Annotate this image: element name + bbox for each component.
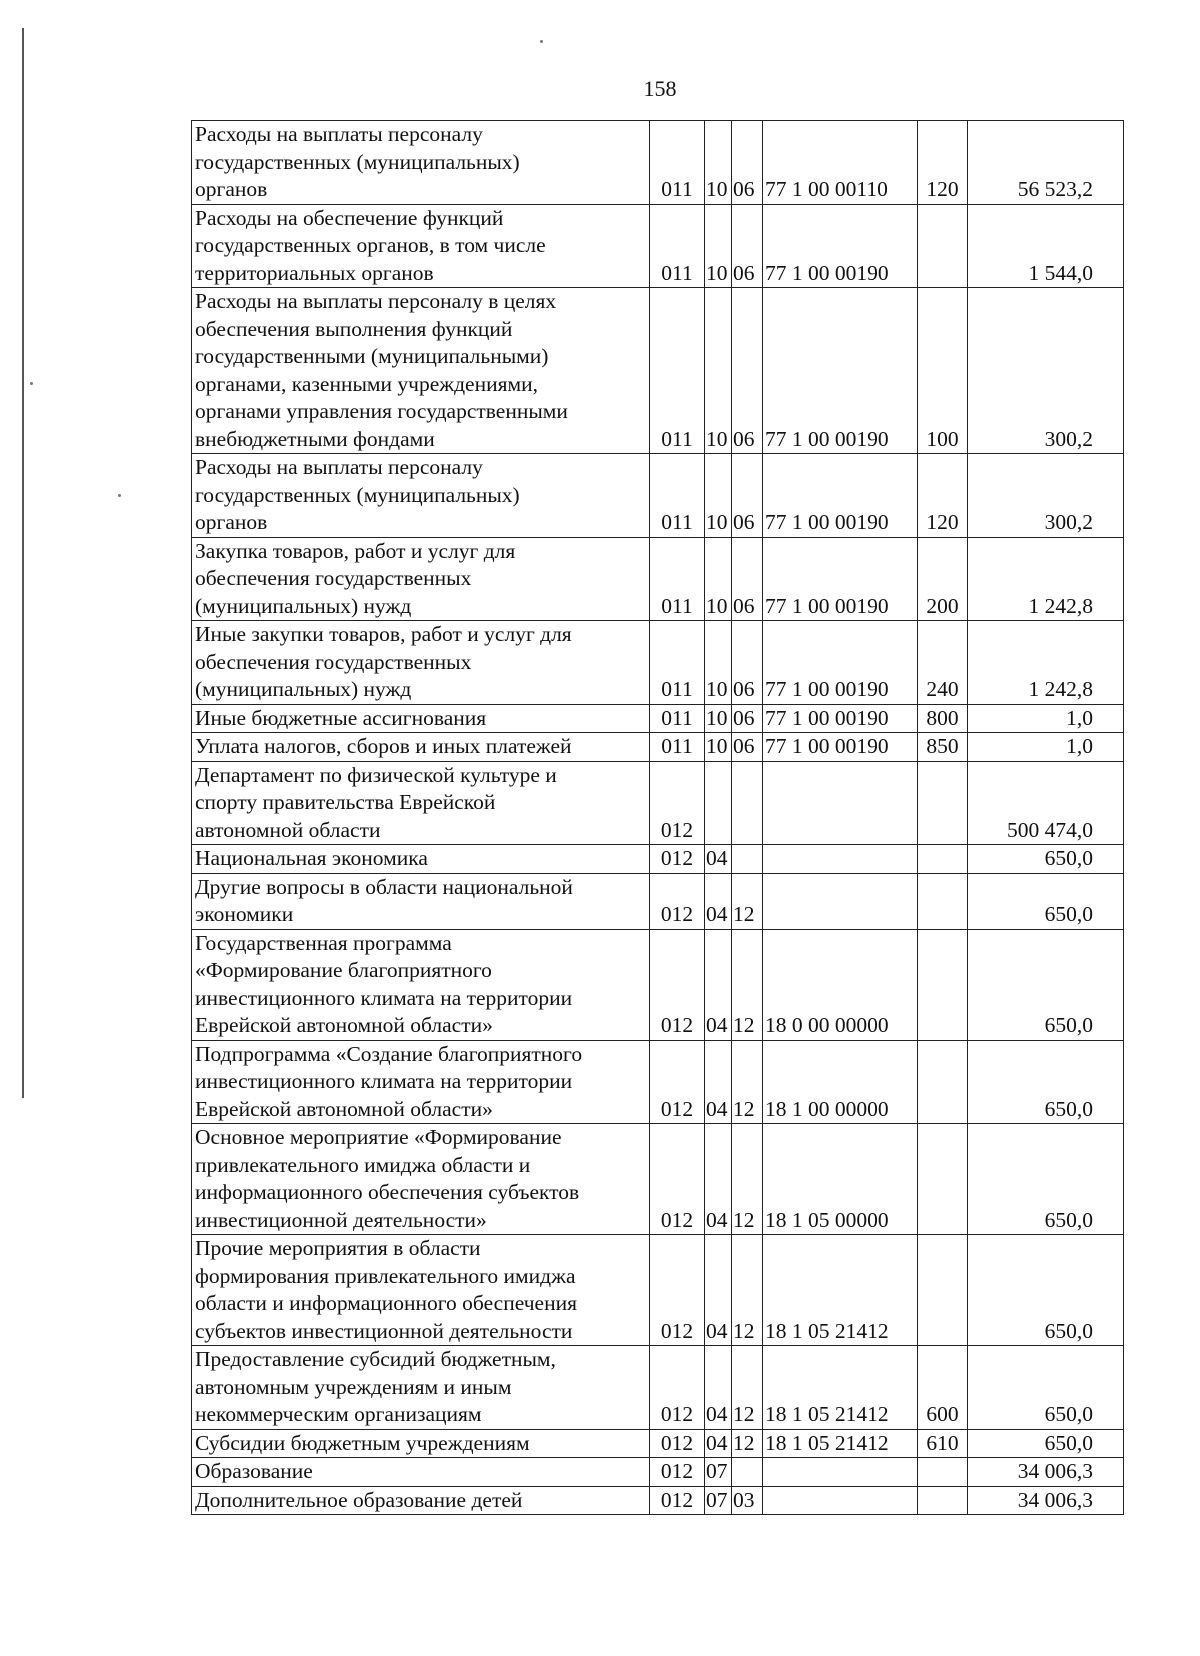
- amount-cell: 650,0: [968, 845, 1124, 874]
- subsection-code-cell: 03: [732, 1486, 763, 1515]
- target-article-cell: 18 1 05 21412: [763, 1429, 918, 1458]
- expense-name-cell: [192, 621, 650, 705]
- expense-name-line: Национальная экономика: [195, 846, 428, 870]
- expense-name-line: привлекательного имиджа области и: [195, 1152, 531, 1177]
- section-code-cell: [705, 761, 732, 845]
- target-article-cell: 77 1 00 00190: [763, 621, 918, 705]
- amount-cell: 34 006,3: [968, 1486, 1124, 1515]
- target-article-cell: 18 1 00 00000: [763, 1040, 918, 1124]
- scan-speck: [30, 382, 33, 385]
- amount-cell: 650,0: [968, 1429, 1124, 1458]
- ministry-code-cell: 011: [650, 288, 705, 454]
- expense-type-cell: 240: [918, 621, 968, 705]
- expense-type-cell: [918, 204, 968, 288]
- expense-name-line: Другие вопросы в области национальной: [195, 874, 573, 899]
- expense-name-line: Иные бюджетные ассигнования: [195, 705, 487, 730]
- expense-type-cell: 600: [918, 1346, 968, 1430]
- expense-name-cell: [192, 537, 650, 621]
- table-row: [192, 929, 1124, 1040]
- expense-name-line: обеспечения выполнения функций: [195, 316, 513, 341]
- table-row: [192, 288, 1124, 454]
- target-article-cell: 77 1 00 00190: [763, 454, 918, 538]
- ministry-code-cell: 012: [650, 1429, 705, 1458]
- section-code-cell: 04: [705, 845, 732, 874]
- expense-name-line: автономной области: [195, 817, 381, 842]
- target-article-cell: 18 1 05 00000: [763, 1124, 918, 1235]
- section-code-cell: 07: [705, 1458, 732, 1487]
- expense-type-cell: 120: [918, 454, 968, 538]
- expense-name-line: Уплата налогов, сборов и иных платежей: [195, 734, 572, 758]
- expense-type-cell: [918, 1040, 968, 1124]
- expense-type-cell: 200: [918, 537, 968, 621]
- expense-type-cell: 800: [918, 704, 968, 733]
- expense-name-line: инвестиционной деятельности»: [195, 1207, 487, 1232]
- amount-cell: 650,0: [968, 873, 1124, 929]
- subsection-code-cell: 06: [732, 204, 763, 288]
- section-code-cell: 04: [705, 873, 732, 929]
- subsection-code-cell: 12: [732, 873, 763, 929]
- target-article-cell: [763, 1486, 918, 1515]
- target-article-cell: 18 1 05 21412: [763, 1346, 918, 1430]
- expense-name-line: Иные закупки товаров, работ и услуг для: [195, 622, 572, 646]
- section-code-cell: 04: [705, 1040, 732, 1124]
- expense-name-cell: [192, 1235, 650, 1346]
- target-article-cell: [763, 845, 918, 874]
- amount-cell: 650,0: [968, 1235, 1124, 1346]
- subsection-code-cell: [732, 761, 763, 845]
- expense-name-line: Прочие мероприятия в области: [195, 1236, 481, 1260]
- budget-table-body: [192, 121, 1124, 1515]
- expense-type-cell: 100: [918, 288, 968, 454]
- expense-name-line: Подпрограмма «Создание благоприятного: [195, 1041, 583, 1066]
- section-code-cell: 07: [705, 1486, 732, 1515]
- ministry-code-cell: 012: [650, 1040, 705, 1124]
- ministry-code-cell: 011: [650, 454, 705, 538]
- ministry-code-cell: 012: [650, 1124, 705, 1235]
- expense-name-line: Расходы на обеспечение функций: [195, 205, 504, 230]
- ministry-code-cell: 012: [650, 1486, 705, 1515]
- ministry-code-cell: 011: [650, 537, 705, 621]
- ministry-code-cell: 012: [650, 1458, 705, 1487]
- scan-edge-line: [22, 28, 24, 1098]
- section-code-cell: 10: [705, 288, 732, 454]
- amount-cell: 650,0: [968, 929, 1124, 1040]
- expense-name-line: обеспечения государственных: [195, 566, 472, 590]
- subsection-code-cell: 12: [732, 1040, 763, 1124]
- subsection-code-cell: 12: [732, 1429, 763, 1458]
- section-code-cell: 10: [705, 621, 732, 705]
- table-row: [192, 704, 1124, 733]
- expense-name-line: экономики: [195, 902, 294, 926]
- table-row: [192, 845, 1124, 874]
- section-code-cell: 10: [705, 121, 732, 205]
- amount-cell: 650,0: [968, 1124, 1124, 1235]
- subsection-code-cell: [732, 845, 763, 874]
- expense-name-cell: [192, 704, 650, 733]
- expense-name-line: инвестиционного климата на территории: [195, 1069, 573, 1093]
- section-code-cell: 04: [705, 1429, 732, 1458]
- target-article-cell: 77 1 00 00190: [763, 733, 918, 762]
- table-row: [192, 1458, 1124, 1487]
- expense-name-cell: [192, 873, 650, 929]
- scan-speck: [540, 40, 543, 43]
- target-article-cell: 77 1 00 00190: [763, 537, 918, 621]
- subsection-code-cell: 06: [732, 621, 763, 705]
- expense-type-cell: [918, 761, 968, 845]
- subsection-code-cell: 06: [732, 121, 763, 205]
- section-code-cell: 10: [705, 204, 732, 288]
- expense-name-line: органов: [195, 510, 268, 534]
- ministry-code-cell: 012: [650, 873, 705, 929]
- target-article-cell: 18 1 05 21412: [763, 1235, 918, 1346]
- target-article-cell: [763, 873, 918, 929]
- section-code-cell: 10: [705, 704, 732, 733]
- expense-name-line: государственных (муниципальных): [195, 149, 520, 174]
- expense-type-cell: [918, 1486, 968, 1515]
- expense-name-line: Закупка товаров, работ и услуг для: [195, 538, 516, 563]
- budget-table: [191, 120, 1124, 1515]
- subsection-code-cell: 06: [732, 537, 763, 621]
- amount-cell: 1 544,0: [968, 204, 1124, 288]
- expense-name-line: Расходы на выплаты персоналу: [195, 455, 483, 479]
- amount-cell: 650,0: [968, 1346, 1124, 1430]
- subsection-code-cell: 12: [732, 1346, 763, 1430]
- ministry-code-cell: 012: [650, 929, 705, 1040]
- subsection-code-cell: 12: [732, 1124, 763, 1235]
- ministry-code-cell: 012: [650, 761, 705, 845]
- target-article-cell: 77 1 00 00110: [763, 121, 918, 205]
- expense-name-line: органами управления государственными: [195, 399, 568, 423]
- table-row: [192, 454, 1124, 538]
- expense-name-line: Расходы на выплаты персоналу в целях: [195, 289, 557, 313]
- expense-name-line: (муниципальных) нужд: [195, 677, 412, 701]
- table-row: [192, 1235, 1124, 1346]
- expense-name-line: (муниципальных) нужд: [195, 593, 412, 618]
- table-row: [192, 761, 1124, 845]
- page-number: 158: [643, 76, 677, 101]
- expense-name-cell: [192, 121, 650, 205]
- table-row: [192, 121, 1124, 205]
- expense-name-line: Образование: [195, 1459, 313, 1483]
- section-code-cell: 04: [705, 1346, 732, 1430]
- expense-name-cell: [192, 204, 650, 288]
- table-row: [192, 1040, 1124, 1124]
- expense-name-line: некоммерческим организациям: [195, 1402, 482, 1426]
- table-row: [192, 1486, 1124, 1515]
- table-row: [192, 1124, 1124, 1235]
- target-article-cell: 77 1 00 00190: [763, 288, 918, 454]
- subsection-code-cell: [732, 1458, 763, 1487]
- expense-name-line: государственных органов, в том числе: [195, 233, 546, 257]
- subsection-code-cell: 06: [732, 704, 763, 733]
- expense-name-cell: [192, 454, 650, 538]
- section-code-cell: 04: [705, 1235, 732, 1346]
- expense-name-line: «Формирование благоприятного: [195, 958, 492, 982]
- expense-name-line: Предоставление субсидий бюджетным,: [195, 1347, 556, 1371]
- subsection-code-cell: 06: [732, 454, 763, 538]
- subsection-code-cell: 06: [732, 733, 763, 762]
- expense-name-line: Еврейской автономной области»: [195, 1096, 493, 1121]
- ministry-code-cell: 011: [650, 704, 705, 733]
- expense-type-cell: [918, 1458, 968, 1487]
- expense-name-line: области и информационного обеспечения: [195, 1291, 577, 1315]
- section-code-cell: 10: [705, 537, 732, 621]
- amount-cell: 1,0: [968, 704, 1124, 733]
- amount-cell: 300,2: [968, 288, 1124, 454]
- amount-cell: 1 242,8: [968, 621, 1124, 705]
- expense-name-line: автономным учреждениям и иным: [195, 1374, 512, 1399]
- expense-name-line: территориальных органов: [195, 260, 434, 285]
- expense-name-cell: [192, 1346, 650, 1430]
- expense-name-line: инвестиционного климата на территории: [195, 985, 573, 1010]
- ministry-code-cell: 011: [650, 204, 705, 288]
- amount-cell: 1 242,8: [968, 537, 1124, 621]
- expense-name-line: субъектов инвестиционной деятельности: [195, 1318, 573, 1343]
- expense-type-cell: [918, 929, 968, 1040]
- table-row: [192, 873, 1124, 929]
- target-article-cell: [763, 1458, 918, 1487]
- subsection-code-cell: 12: [732, 929, 763, 1040]
- expense-name-line: Основное мероприятие «Формирование: [195, 1125, 562, 1149]
- section-code-cell: 10: [705, 733, 732, 762]
- expense-name-line: внебюджетными фондами: [195, 426, 435, 451]
- amount-cell: 34 006,3: [968, 1458, 1124, 1487]
- expense-name-cell: [192, 1040, 650, 1124]
- amount-cell: 500 474,0: [968, 761, 1124, 845]
- expense-name-line: государственными (муниципальными): [195, 344, 549, 368]
- table-row: [192, 1429, 1124, 1458]
- subsection-code-cell: 12: [732, 1235, 763, 1346]
- expense-type-cell: 120: [918, 121, 968, 205]
- expense-name-line: Дополнительное образование детей: [195, 1487, 523, 1512]
- expense-name-cell: [192, 761, 650, 845]
- ministry-code-cell: 012: [650, 845, 705, 874]
- ministry-code-cell: 011: [650, 733, 705, 762]
- expense-name-cell: [192, 1124, 650, 1235]
- expense-name-line: Государственная программа: [195, 930, 452, 955]
- expense-name-cell: [192, 288, 650, 454]
- table-row: [192, 1346, 1124, 1430]
- expense-name-cell: [192, 1458, 650, 1487]
- ministry-code-cell: 012: [650, 1346, 705, 1430]
- expense-name-line: органами, казенными учреждениями,: [195, 371, 538, 396]
- expense-type-cell: [918, 873, 968, 929]
- target-article-cell: 18 0 00 00000: [763, 929, 918, 1040]
- expense-name-cell: [192, 1429, 650, 1458]
- table-row: [192, 621, 1124, 705]
- expense-name-line: Еврейской автономной области»: [195, 1013, 493, 1037]
- expense-name-line: формирования привлекательного имиджа: [195, 1263, 576, 1288]
- target-article-cell: 77 1 00 00190: [763, 204, 918, 288]
- section-code-cell: 10: [705, 454, 732, 538]
- ministry-code-cell: 011: [650, 121, 705, 205]
- expense-name-line: Субсидии бюджетным учреждениям: [195, 1430, 530, 1455]
- amount-cell: 300,2: [968, 454, 1124, 538]
- expense-name-line: информационного обеспечения субъектов: [195, 1180, 580, 1204]
- section-code-cell: 04: [705, 929, 732, 1040]
- amount-cell: 1,0: [968, 733, 1124, 762]
- scan-speck: [118, 494, 121, 497]
- expense-name-cell: [192, 845, 650, 874]
- amount-cell: 56 523,2: [968, 121, 1124, 205]
- amount-cell: 650,0: [968, 1040, 1124, 1124]
- expense-name-line: обеспечения государственных: [195, 649, 472, 674]
- ministry-code-cell: 012: [650, 1235, 705, 1346]
- expense-name-line: государственных (муниципальных): [195, 482, 520, 507]
- subsection-code-cell: 06: [732, 288, 763, 454]
- section-code-cell: 04: [705, 1124, 732, 1235]
- expense-name-line: Департамент по физической культуре и: [195, 762, 557, 787]
- table-row: [192, 537, 1124, 621]
- expense-type-cell: 850: [918, 733, 968, 762]
- expense-type-cell: [918, 845, 968, 874]
- expense-name-cell: [192, 929, 650, 1040]
- expense-type-cell: [918, 1235, 968, 1346]
- expense-type-cell: 610: [918, 1429, 968, 1458]
- expense-name-line: Расходы на выплаты персоналу: [195, 122, 483, 146]
- ministry-code-cell: 011: [650, 621, 705, 705]
- target-article-cell: [763, 761, 918, 845]
- expense-name-cell: [192, 733, 650, 762]
- table-row: [192, 204, 1124, 288]
- expense-type-cell: [918, 1124, 968, 1235]
- table-row: [192, 733, 1124, 762]
- expense-name-line: спорту правительства Еврейской: [195, 790, 496, 814]
- target-article-cell: 77 1 00 00190: [763, 704, 918, 733]
- expense-name-line: органов: [195, 177, 268, 201]
- expense-name-cell: [192, 1486, 650, 1515]
